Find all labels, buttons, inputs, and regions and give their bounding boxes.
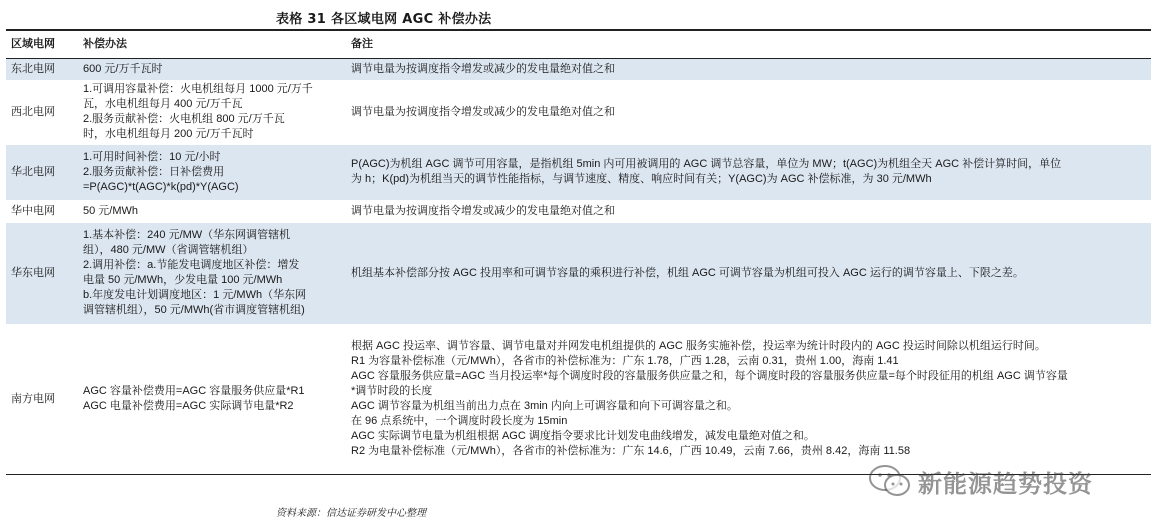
region-cell: 华东电网 xyxy=(6,222,78,324)
region-cell: 华北电网 xyxy=(6,144,78,200)
table-row xyxy=(6,222,1151,324)
table-header-row xyxy=(6,30,1151,58)
method-cell: 600 元/万千瓦时 xyxy=(78,58,346,80)
table-row xyxy=(6,144,1151,200)
method-cell: 50 元/MWh xyxy=(78,200,346,222)
table-row xyxy=(6,80,1151,144)
method-cell: AGC 容量补偿费用=AGC 容量服务供应量*R1 AGC 电量补偿费用=AGC 实际调节电量*R2 xyxy=(78,324,346,474)
header-note: 备注 xyxy=(346,30,1151,58)
method-cell: 1.基本补偿：240 元/MW（华东网调管辖机 组），480 元/MW（省调管辖机组） 2.调用补偿：a.节能发电调度地区补偿：增发 电量 50 元/MWh，少发电量 100 元/MWh b.年度发电计划调度地区：1 元/MWh（华东网 调管辖机组），50 元/MWh(省市调度管辖机组) xyxy=(78,222,346,324)
note-cell: 根据 AGC 投运率、调节容量、调节电量对并网发电机组提供的 AGC 服务实施补偿，投运率为统计时段内的 AGC 投运时间除以机组运行时间。 R1 为容量补偿标准（元/MWh），各省市的补偿标准为：广东 1.78，广西 1.28，云南 0.31，贵州 1.00，海南 1.41 AGC 容量服务供应量=AGC 当月投运率*每个调度时段的容量服务供应量之和，每个调度时段的容量服务供应量=每个时段征用的机组 AGC 调节容量 *调节时段的长度 AGC 调节容量为机组当前出力点在 3min 内向上可调容量和向下可调容量之和。 在 96 点系统中，一个调度时段长度为 15min AGC 实际调节电量为机组根据 AGC 调度指令要求比计划发电曲线增发，减发电量绝对值之和。 R2 为电量补偿标准（元/MWh），各省市的补偿标准为：广东 14.6，广西 10.49，云南 7.66，贵州 8.42，海南 11.58 xyxy=(346,324,1151,474)
region-cell: 东北电网 xyxy=(6,58,78,80)
table-row xyxy=(6,58,1151,80)
wechat-icon xyxy=(868,463,912,499)
region-cell: 西北电网 xyxy=(6,80,78,144)
region-cell: 华中电网 xyxy=(6,200,78,222)
header-region: 区域电网 xyxy=(6,30,78,58)
note-cell: 机组基本补偿部分按 AGC 投用率和可调节容量的乘积进行补偿，机组 AGC 可调节容量为机组可投入 AGC 运行的调节容量上、下限之差。 xyxy=(346,222,1151,324)
table-title: 表格 31 各区域电网 AGC 补偿办法 xyxy=(276,12,492,27)
note-cell: 调节电量为按调度指令增发或减少的发电量绝对值之和 xyxy=(346,58,1151,80)
method-cell: 1.可用时间补偿：10 元/小时 2.服务贡献补偿：日补偿费用 =P(AGC)*t(AGC)*k(pd)*Y(AGC) xyxy=(78,144,346,200)
agc-compensation-table xyxy=(6,29,1151,475)
table-row xyxy=(6,324,1151,474)
region-cell: 南方电网 xyxy=(6,324,78,474)
note-cell: 调节电量为按调度指令增发或减少的发电量绝对值之和 xyxy=(346,200,1151,222)
method-cell: 1.可调用容量补偿：火电机组每月 1000 元/万千 瓦，水电机组每月 400 元/万千瓦 2.服务贡献补偿：火电机组 800 元/万千瓦 时，水电机组每月 200 元/万千瓦时 xyxy=(78,80,346,144)
note-cell: 调节电量为按调度指令增发或减少的发电量绝对值之和 xyxy=(346,80,1151,144)
note-cell: P(AGC)为机组 AGC 调节可用容量，是指机组 5min 内可用被调用的 AGC 调节总容量，单位为 MW；t(AGC)为机组全天 AGC 补偿计算时间，单位 为 h；K(pd)为机组当天的调节性能指标，与调节速度、精度、响应时间有关；Y(AGC)为 AGC 补偿标准，为 30 元/MWh xyxy=(346,144,1151,200)
watermark xyxy=(868,463,1093,499)
header-method: 补偿办法 xyxy=(78,30,346,58)
watermark-text: 新能源趋势投资 xyxy=(918,469,1093,498)
table-row xyxy=(6,200,1151,222)
source-note: 资料来源：信达证券研发中心整理 xyxy=(276,508,426,519)
